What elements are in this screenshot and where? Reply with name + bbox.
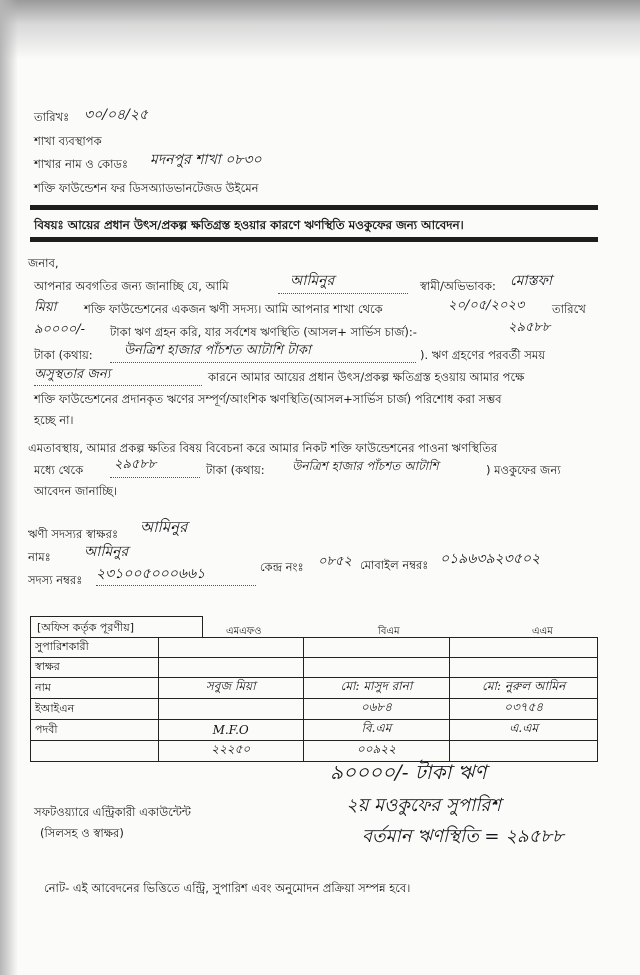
balance-in-words: উনত্রিশ হাজার পাঁচশত আটাশি টাকা bbox=[124, 343, 311, 358]
row-label bbox=[31, 741, 159, 762]
footer-note: নোট- এই আবেদনের ভিত্তিতে এন্ট্রি, সুপারিশ এবং অনুমোদন প্রক্রিয়া সম্পন্ন হবে। bbox=[44, 881, 411, 895]
accountant-seal-label: (সিলসহ ও স্বাক্ষর) bbox=[40, 826, 124, 840]
row-label: ইআইএন bbox=[31, 699, 159, 720]
org-name: শক্তি ফাউন্ডেশন ফর ডিসঅ্যাডভানটেজড উইমেন bbox=[34, 181, 259, 195]
date-label: তারিখঃ bbox=[34, 110, 70, 124]
table-cell: এ.এম bbox=[450, 720, 598, 741]
member-name-label: নামঃ bbox=[28, 550, 51, 564]
table-cell bbox=[303, 658, 450, 678]
col-header-am: এএম bbox=[532, 626, 553, 637]
mobile-no: ০১৯৬৩৯২৩৫০২ bbox=[440, 551, 541, 567]
body-line1-a: আপনার অবগতির জন্য জানাচ্ছি যে, আমি bbox=[34, 279, 229, 293]
body-line7: হচ্ছে না। bbox=[34, 413, 74, 427]
table-cell bbox=[158, 658, 303, 678]
body-line2-b: তারিখে bbox=[552, 302, 586, 316]
guardian-label: স্বামী/অভিভাবক: bbox=[420, 279, 496, 293]
applicant-name: আমিনুর bbox=[290, 273, 335, 289]
table-cell: মো: মাসুদ রানা bbox=[303, 678, 450, 699]
loan-balance: ২৯৫৮৮ bbox=[508, 320, 551, 335]
table-cell: ০০৯২২ bbox=[303, 741, 450, 762]
table-cell bbox=[303, 638, 450, 658]
subject-line: বিষয়ঃ আয়ের প্রধান উৎস/প্রকল্প ক্ষতিগ্রস্ত হওয়ার কারণে ঋণস্থিতি মওকুফের জন্য আবেদন। bbox=[34, 218, 464, 232]
request-line2-a: মধ্যে থেকে bbox=[34, 463, 84, 477]
salutation: জনাব, bbox=[28, 256, 59, 270]
body-line3-a: টাকা ঋণ গ্রহন করি, যার সর্বশেষ ঋণস্থিতি (আসল+ সার্ভিস চার্জ):- bbox=[110, 325, 417, 339]
waiver-amount: ২৯৫৮৮ bbox=[114, 457, 157, 472]
row-label: পদবী bbox=[31, 720, 159, 741]
member-no: ২৩১০০৫০০০৬৬১ bbox=[96, 566, 206, 582]
request-line3: আবেদন জানাচ্ছি। bbox=[34, 484, 118, 498]
table-row bbox=[31, 638, 598, 658]
subject-rule-bottom bbox=[30, 237, 598, 242]
table-cell: সবুজ মিয়া bbox=[158, 678, 303, 699]
waiver-in-words: উনত্রিশ হাজার পাঁচশত আটাশি bbox=[292, 459, 439, 473]
manager-label: শাখা ব্যবস্থাপক bbox=[34, 134, 102, 148]
handwritten-note-1: ৯০০০০/- টাকা ঋণ bbox=[330, 760, 487, 784]
member-no-label: সদস্য নম্বরঃ bbox=[28, 573, 83, 587]
table-cell: ০৬৮৪ bbox=[303, 699, 450, 720]
handwritten-note-3: বর্তমান ঋণস্থিতি = ২৯৫৮৮ bbox=[362, 826, 564, 847]
table-cell: বি.এম bbox=[303, 720, 450, 741]
col-header-mfo: এমএফও bbox=[226, 626, 262, 637]
table-cell: M.F.O bbox=[158, 720, 303, 741]
guardian-name-cont: মিয়া bbox=[34, 300, 57, 315]
table-cell bbox=[450, 638, 598, 658]
request-line2-c: ) মওকুফের জন্য bbox=[486, 463, 561, 477]
body-line4-a: টাকা (কথায়: bbox=[34, 348, 93, 362]
member-signature: আমিনুর bbox=[140, 518, 188, 536]
center-label: কেন্দ্র নংঃ bbox=[260, 560, 304, 574]
mobile-label: মোবাইল নম্বরঃ bbox=[360, 558, 429, 572]
table-row bbox=[31, 658, 598, 678]
body-line5-a: কারনে আমার আয়ের প্রধান উৎস/প্রকল্প ক্ষতিগ্রস্ত হওয়ায় আমার পক্ষে bbox=[208, 370, 525, 384]
scan-shadow-top bbox=[0, 0, 640, 60]
table-cell bbox=[450, 658, 598, 678]
table-cell: ২২২৫০ bbox=[158, 741, 303, 762]
member-signature-label: ঋণী সদস্যর স্বাক্ষরঃ bbox=[28, 527, 119, 541]
member-name: আমিনুর bbox=[84, 544, 129, 560]
date-value: ৩০/০৪/২৫ bbox=[84, 107, 149, 123]
accountant-label: সফটওয়্যারে এন্ট্রিকারী একাউন্টেন্ট bbox=[34, 805, 191, 819]
body-line2-a: শক্তি ফাউন্ডেশনের একজন ঋণী সদস্য। আমি আপনার শাখা থেকে bbox=[84, 302, 383, 316]
loan-amount: ৯০০০০/- bbox=[34, 322, 86, 337]
guardian-name: মোস্তফা bbox=[510, 273, 552, 289]
col-header-bm: বিএম bbox=[378, 626, 400, 637]
row-label: সুপারিশকারী bbox=[31, 638, 159, 658]
table-cell bbox=[450, 741, 598, 762]
request-line2-b: টাকা (কথায়: bbox=[206, 463, 265, 477]
body-line6: শক্তি ফাউন্ডেশনের প্রদানকৃত ঋণের সম্পূর্ণ/আংশিক ঋণস্থিতি(আসল+সার্ভিস চার্জ) পরিশোধ করা সম্ভব bbox=[34, 392, 502, 406]
table-row bbox=[31, 741, 598, 762]
branch-label: শাখার নাম ও কোডঃ bbox=[34, 157, 129, 171]
office-table bbox=[30, 637, 598, 762]
request-line1: এমতাবস্থায়, আমার প্রকল্প ক্ষতির বিষয় বিবেচনা করে আমার নিকট শক্তি ফাউন্ডেশনের পাওনা ঋণস্থিতির bbox=[28, 441, 498, 455]
table-cell bbox=[158, 638, 303, 658]
loan-date: ২০/০৫/২০২৩ bbox=[448, 298, 525, 313]
table-row bbox=[31, 678, 598, 699]
row-label: স্বাক্ষর bbox=[31, 658, 159, 678]
scan-shadow-left bbox=[0, 0, 18, 975]
table-row bbox=[31, 720, 598, 741]
center-no: ০৮৫২ bbox=[318, 554, 352, 569]
table-cell: মো: নুরুল আমিন bbox=[450, 678, 598, 699]
row-label: নাম bbox=[31, 678, 159, 699]
damage-reason: অসুস্থতার জন্য bbox=[34, 367, 111, 382]
office-section-header: [অফিস কর্তৃক পূরণীয়] bbox=[30, 616, 203, 638]
handwritten-note-2: ২য় মওকুফের সুপারিশ bbox=[346, 795, 501, 816]
table-row bbox=[31, 699, 598, 720]
subject-rule-top bbox=[30, 205, 598, 210]
body-line4-b: ). ঋণ গ্রহণের পরবর্তী সময় bbox=[420, 348, 545, 362]
table-cell bbox=[158, 699, 303, 720]
branch-value: মদনপুর শাখা ০৮৩০ bbox=[150, 152, 262, 168]
table-cell: ০৩৭৫৪ bbox=[450, 699, 598, 720]
